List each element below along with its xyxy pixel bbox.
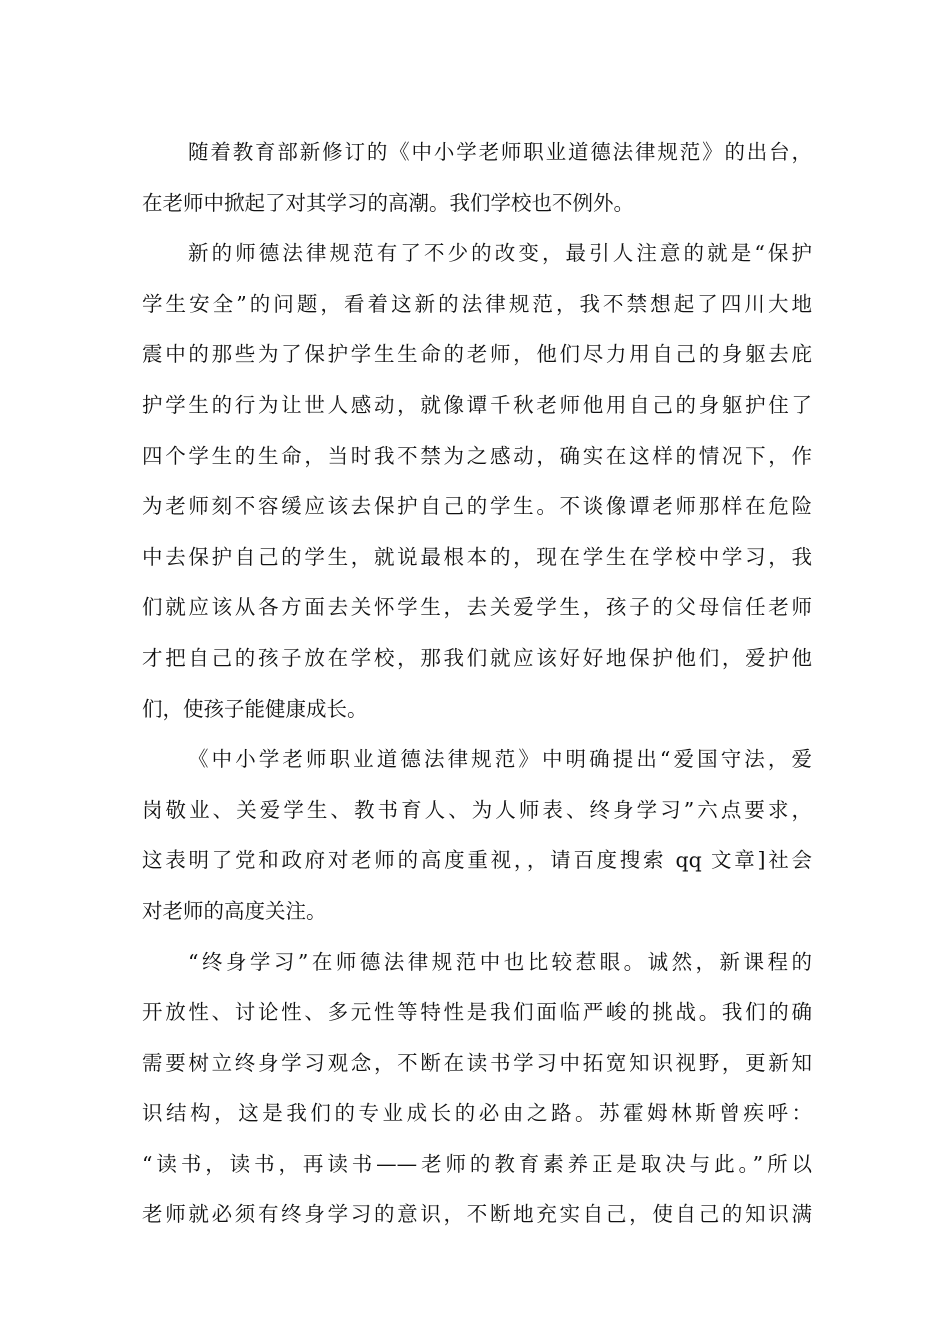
paragraph-line: 中去保护自己的学生，就说最根本的，现在学生在学校中学习，我: [142, 544, 812, 569]
paragraph-line: 这表明了党和政府对老师的高度重视，，请百度搜索 qq 文章]社会: [142, 848, 812, 873]
paragraph-line: 们，使孩子能健康成长。: [142, 696, 368, 721]
paragraph-line: 需要树立终身学习观念，不断在读书学习中拓宽知识视野，更新知: [142, 1050, 812, 1075]
body-text: [142, 127, 812, 1240]
paragraph-line: 对老师的高度关注。: [142, 898, 327, 923]
paragraph-line: 为老师刻不容缓应该去保护自己的学生。不谈像谭老师那样在危险: [142, 494, 812, 519]
paragraph-line: 四个学生的生命，当时我不禁为之感动，确实在这样的情况下，作: [142, 443, 812, 468]
paragraph-line: 们就应该从各方面去关怀学生，去关爱学生，孩子的父母信任老师: [142, 595, 812, 620]
paragraph-line: 随着教育部新修订的《中小学老师职业道德法律规范》的出台，: [188, 140, 812, 164]
paragraph-line: 岗敬业、关爱学生、教书育人、为人师表、终身学习”六点要求，: [142, 797, 812, 822]
paragraph-line: 新的师德法律规范有了不少的改变，最引人注意的就是“保护: [188, 241, 812, 266]
paragraph-line: 《中小学老师职业道德法律规范》中明确提出“爱国守法，爱: [188, 747, 812, 772]
paragraph-line: 震中的那些为了保护学生生命的老师，他们尽力用自己的身躯去庇: [142, 342, 812, 367]
paragraph-line: “读书，读书，再读书——老师的教育素养正是取决与此。”所以: [142, 1151, 812, 1176]
paragraph-line: 学生安全”的问题，看着这新的法律规范，我不禁想起了四川大地: [142, 291, 812, 316]
paragraph-line: 开放性、讨论性、多元性等特性是我们面临严峻的挑战。我们的确: [142, 1000, 812, 1025]
paragraph-line: 才把自己的孩子放在学校，那我们就应该好好地保护他们，爱护他: [142, 645, 812, 670]
paragraph-line: 识结构，这是我们的专业成长的必由之路。苏霍姆林斯曾疾呼：: [142, 1101, 812, 1126]
paragraph-line: 护学生的行为让世人感动，就像谭千秋老师他用自己的身躯护住了: [142, 392, 812, 417]
paragraph-line: 在老师中掀起了对其学习的高潮。我们学校也不例外。: [142, 190, 634, 215]
paragraph-line: “终身学习”在师德法律规范中也比较惹眼。诚然，新课程的: [188, 949, 812, 974]
paragraph-line: 老师就必须有终身学习的意识，不断地充实自己，使自己的知识满: [142, 1202, 812, 1227]
